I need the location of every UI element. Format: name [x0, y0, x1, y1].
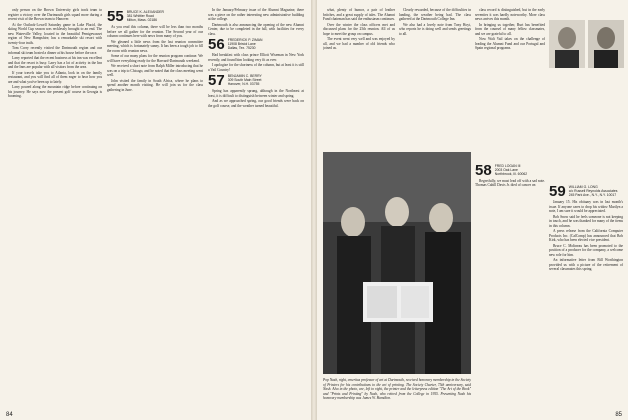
right-column-2 [399, 8, 471, 158]
class-name: BENJAMIN C. BERRY [227, 74, 262, 78]
class-address-line: 2003 Oak Lane [494, 167, 518, 172]
paragraph: The event went very well and was enjoyed by all, and we had a number of old friends who joined us. [323, 37, 395, 50]
class-year: 59 [549, 183, 566, 200]
class-address-line: 245 Park Ave., N.Y., N.Y. 10017 [568, 193, 617, 198]
paragraph: January 15. His obituary was in last month's issue. If anyone cares to drop his widow Marilyn a note, I am sure it would be appreciated. [549, 200, 623, 213]
class-address-line: Dallas, Tex. 75230 [227, 46, 256, 51]
portrait-illustration [549, 20, 585, 68]
paragraph: Had breakfast with class prince Elliott Wiseman in New York recently, and found him looking very fit as ever. [208, 53, 304, 62]
left-column-3 [208, 8, 304, 410]
class-year: 57 [208, 72, 225, 89]
class-address-line: 11908 Bristol Lane [227, 42, 256, 47]
portrait-photo [549, 20, 585, 68]
class-address-line: Northbrook, Ill. 60062 [494, 171, 528, 176]
paragraph: what, plenty of humor, a pair of leather britches, and a great supply of tales. The Alumni Fund chairman has said the enthusiasm continues. [323, 8, 395, 21]
class-heading-57 [208, 74, 304, 88]
class-heading-58 [475, 161, 545, 179]
paragraph: A press release from the California Computer Products Inc. (CalComp) has announced that Bob Kirk, who has been elected vice president. [549, 229, 623, 242]
paragraph: In bringing us together, Burt has benefited from the counsel of many fellow classmates, and we are grateful to all. [475, 22, 545, 36]
page-number: 84 [6, 412, 13, 418]
paragraph: class record is distinguished, but in the early seventies it was hardly noteworthy. More class news arrives this month. [475, 8, 545, 21]
right-column-3 [475, 8, 545, 410]
class-address-line: 381 Whittier Road [126, 14, 154, 19]
group-photo [323, 152, 471, 374]
class-name: WILLIAM G. LONG [568, 185, 598, 189]
paragraph: Some of our many plans for the reunion program continue. We will have everything ready for the Harvard-Dartmouth weekend. [107, 54, 203, 63]
left-column-2 [107, 8, 203, 410]
class-address-line: c/o Russell Reynolds Associates [568, 189, 618, 194]
paragraph: Regretfully, we must lead off with a sad note. Thomas Cahill Davis Jr. died of cancer on [475, 178, 545, 187]
paragraph: only person on the Brown University girls track team to register a victory over the Dartmouth girls squad more during a recent visit of the Brown team to Hanover. [8, 8, 102, 21]
class-heading-59 [549, 185, 623, 199]
class-year: 56 [208, 36, 225, 53]
paragraph: We gleaned a little news from the last reunion committee meeting, which is fortunately sunny. It has been a tough job to fill the room with reunion news. [107, 39, 203, 53]
paragraph: Now Walt Vail takes on the challenge of leading the Alumni Fund and our Portugal and Spain regional programs. [475, 37, 545, 50]
paragraph: Clearly rewarded, because of the difficulties in landing, the weather being bad. The class gathered at the Dartmouth College Inn. [399, 8, 471, 21]
paragraph: Bruce C. Molineau has been promoted to the position of a producer for the company, a welcome new role for him. [549, 243, 623, 257]
paragraph: Tom Corry recently visited the Dartmouth region and our informal ski team hosted a dinner at his house before the race. [8, 46, 102, 55]
paragraph: And as we approached spring, our good friends were back on the golf course, and the weather turned beautiful. [208, 99, 304, 108]
paragraph: We received a short note from Ralph Miller introducing that he was on a trip to Chicago, and he noted that the class meeting went well. [107, 64, 203, 77]
paragraph: Bob Snow said he feels someone is not keeping in touch, and he was thanked for many of the items in this column. [549, 214, 623, 228]
paragraph: If your travels take you to Atlanta, look in on the family restaurant, and you will find all of them eager to hear how you are and what you've been up to lately. [8, 70, 102, 84]
class-year: 55 [107, 8, 124, 25]
class-address-line: 309 South Main Street [227, 78, 262, 83]
paragraph: As you read this column, there will be less than two months before we all gather for the reunion. The Second year of our column continues here with news from many of you. [107, 25, 203, 38]
photo-caption: Pop Nash, right, emeritus professor of art at Dartmouth, received honorary membership in the Society of Printers for his contributions to the art of printing. The Society Charter, 75th anniversary, said Nash. Also in the photo, are, left to right, the printer and the letterpress edition "The Art of the Book" and "Prints and Printing" by Nash, who retired from the College in 1955. Presenting Nash his honorary membership was James W. Hamilton. [323, 378, 471, 400]
paragraph: Larry reported that the recent business at his inn was excellent and that the resort is busy. Larry has a lot of activity in the Inn and the Inns are popular with all visitors from the area. [8, 56, 102, 69]
class-name: FRED LOGAN III [494, 163, 521, 168]
photo-illustration [323, 152, 471, 374]
class-heading-55 [107, 10, 203, 24]
class-year: 58 [475, 161, 492, 179]
class-heading-56 [208, 38, 304, 52]
paragraph: Larry poured along the mountain ridge before continuing on his journey. He says now the present golf course in Georgia is booming. [8, 85, 102, 98]
class-name: BRUCE K. ALEXANDER [126, 10, 164, 14]
class-name: FREDERICK P. ZIMAN [227, 38, 263, 42]
paragraph: Spring has apparently sprung, although in the Northeast at least, it is difficult to distinguish between winter and spring. [208, 89, 304, 98]
page-number: 85 [615, 412, 622, 418]
right-column-1 [323, 8, 395, 158]
paragraph: We also had a lovely note from Tony Hoyt, who reports he is doing well and sends greetings to all. [399, 22, 471, 36]
paragraph: At the Outlook-Lowell Saturday game in Lake Placid, the skiing World Cup season was recklessly brought to an end. The new Waterville Valley, located in the beautiful Pemigewasset region of New Hampshire, has a remarkable ski resort with twenty-four trails. [8, 22, 102, 45]
right-column-4 [549, 8, 623, 410]
right-page [317, 0, 628, 420]
class-address-line: Milton, Mass. 02186 [126, 18, 158, 23]
left-page [0, 0, 311, 420]
paragraph: In the January/February issue of the Alumni Magazine, there was a piece on the rather interesting new administrative building at the college. [208, 8, 304, 21]
left-column-1 [8, 8, 102, 410]
paragraph: Over the winter the class officers met and discussed plans for the 25th reunion. All of us hope to meet the group on campus. [323, 22, 395, 36]
portrait-illustration [588, 20, 624, 68]
paragraph: An informative letter from Bill Worthington provided us with a picture of the retirement of several classmates this spring. [549, 258, 623, 271]
paragraph: I apologize for the shortness of the column, but at least it is still a Vail Country! [208, 63, 304, 72]
class-address-line: Hanover, N.H. 03755 [227, 82, 260, 87]
paragraph: Dartmouth is also announcing the opening of the new Alumni Center, due to be completed in the fall, with facilities for every class. [208, 22, 304, 36]
portrait-photo [588, 20, 624, 68]
paragraph: John visited the family in South Africa, where he plans to spend another month visiting. He will join us for the class gathering in June. [107, 78, 203, 92]
